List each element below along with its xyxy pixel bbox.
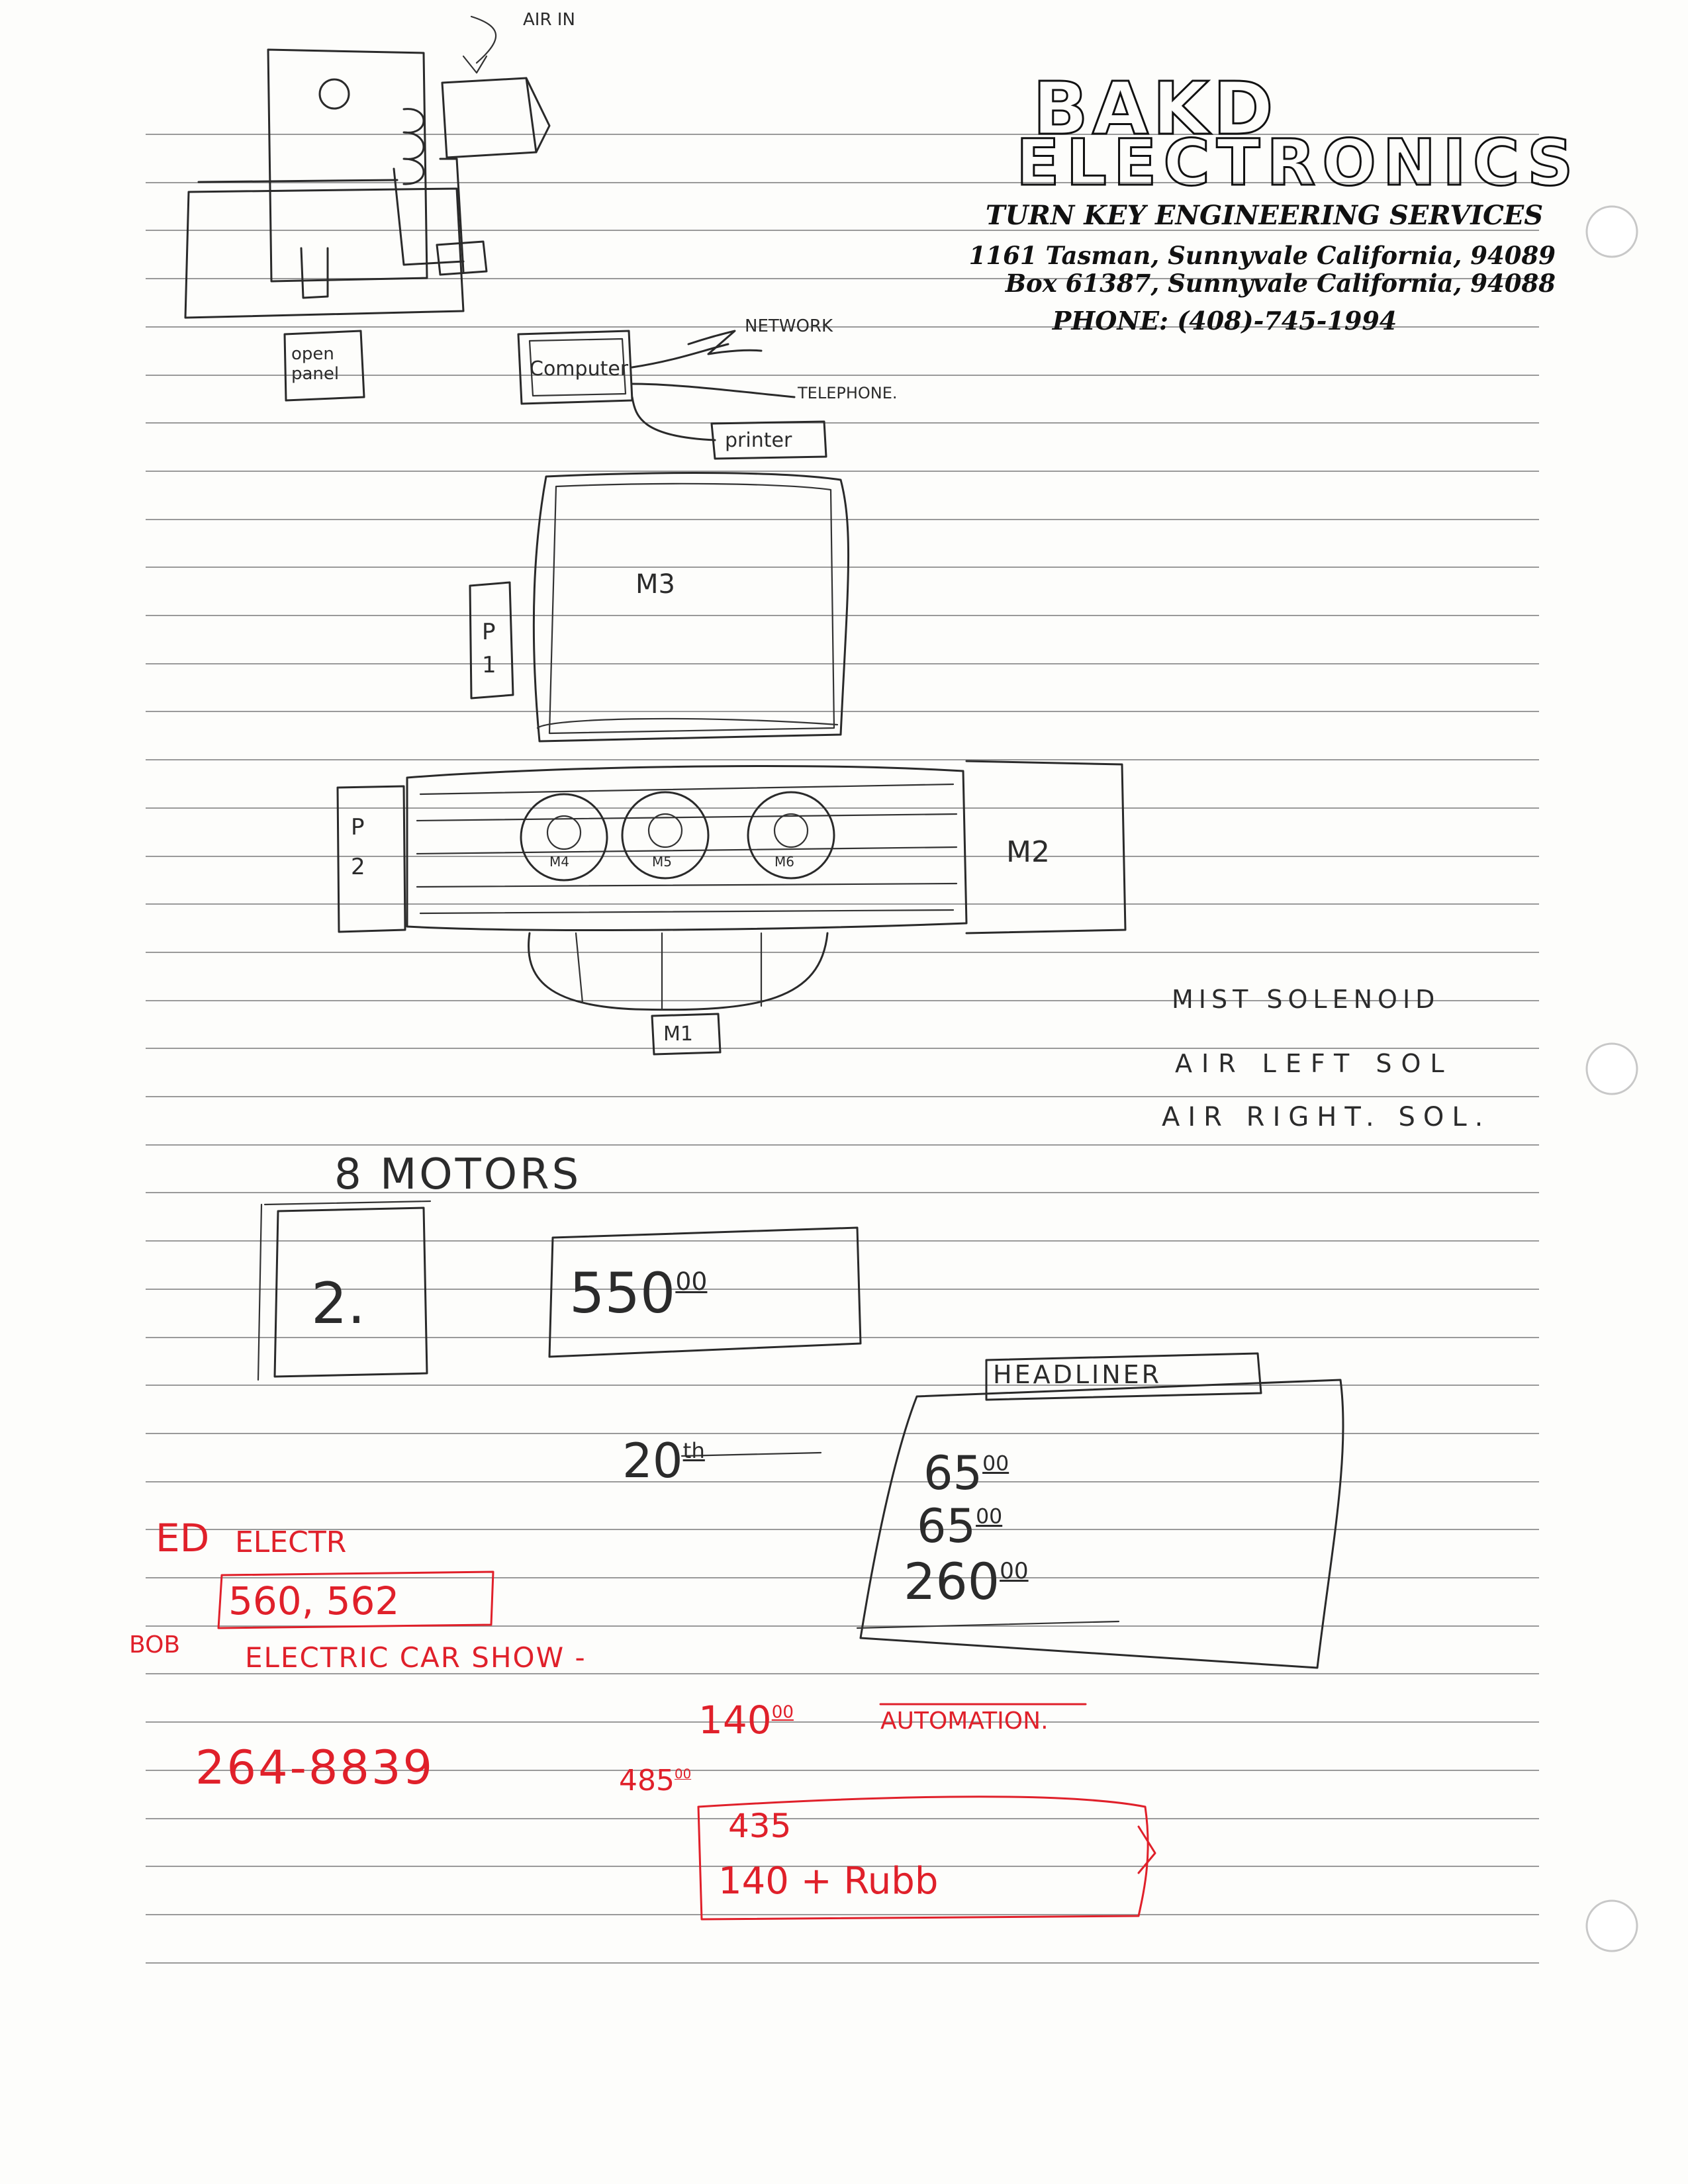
letterhead-phone: PHONE: (408)-745-1994 — [1052, 306, 1397, 336]
red-note-485: $485^{00}$ — [619, 1764, 692, 1797]
price-boxes — [258, 1201, 1343, 1668]
note-box-20: 2. — [311, 1271, 366, 1337]
label-m4: M4 — [549, 854, 569, 870]
red-note-435: 435 — [728, 1807, 792, 1845]
label-network: NETWORK — [745, 316, 833, 336]
red-note-automation: AUTOMATION. — [880, 1707, 1049, 1735]
label-open-panel: open panel — [291, 344, 340, 384]
label-p1: P 1 — [482, 619, 496, 678]
label-telephone: TELEPHONE. — [798, 384, 898, 402]
red-note-parts: 560, 562 — [228, 1578, 400, 1623]
company-logo-bottom: ELECTRONICS — [1016, 126, 1580, 200]
red-note-bob: BOB — [129, 1631, 181, 1659]
label-m1: M1 — [663, 1023, 693, 1046]
label-printer: printer — [725, 429, 792, 452]
label-p2: P 2 — [351, 814, 365, 880]
note-headliner-price-2: $65^{00}$ — [917, 1499, 1003, 1553]
note-headliner-price-3: $260^{00}$ — [904, 1552, 1029, 1611]
note-twentieth: 20th — [622, 1433, 705, 1488]
note-motors: 8 MOTORS — [334, 1150, 582, 1199]
note-mist-solenoid: MIST SOLENOID — [1172, 985, 1440, 1014]
red-note-phone: 264-8839 — [195, 1741, 435, 1795]
machine-sketch — [338, 473, 1125, 1054]
red-note-140: $140^{00}$ — [698, 1698, 794, 1743]
company-logo-top: BAKD — [1033, 66, 1278, 151]
label-m6: M6 — [774, 854, 794, 870]
note-air-right: AIR RIGHT. SOL. — [1162, 1102, 1491, 1132]
note-air-left: AIR LEFT SOL — [1175, 1049, 1454, 1078]
red-note-electric-car-show: ELECTRIC CAR SHOW - — [245, 1641, 586, 1674]
label-computer: Computer — [530, 357, 629, 381]
label-m2: M2 — [1006, 835, 1050, 869]
letterhead-address-1: 1161 Tasman, Sunnyvale California, 94089 — [968, 241, 1556, 270]
red-note-electr: ELECTR — [235, 1525, 347, 1559]
red-note-140-rubb: 140 + Rubb — [718, 1860, 939, 1903]
label-m3: M3 — [635, 569, 675, 600]
enclosure-sketch — [185, 17, 549, 400]
letterhead-address-2: Box 61387, Sunnyvale California, 94088 — [1005, 269, 1556, 298]
note-headliner: HEADLINER — [993, 1360, 1162, 1389]
red-note-ed: ED — [156, 1516, 210, 1561]
label-air-in: AIR IN — [523, 10, 575, 30]
note-price-550: $550^{00}$ — [569, 1261, 708, 1326]
label-m5: M5 — [652, 854, 672, 870]
letterhead-services: TURN KEY ENGINEERING SERVICES — [985, 200, 1544, 231]
note-headliner-price-1: $65^{00}$ — [923, 1446, 1009, 1500]
